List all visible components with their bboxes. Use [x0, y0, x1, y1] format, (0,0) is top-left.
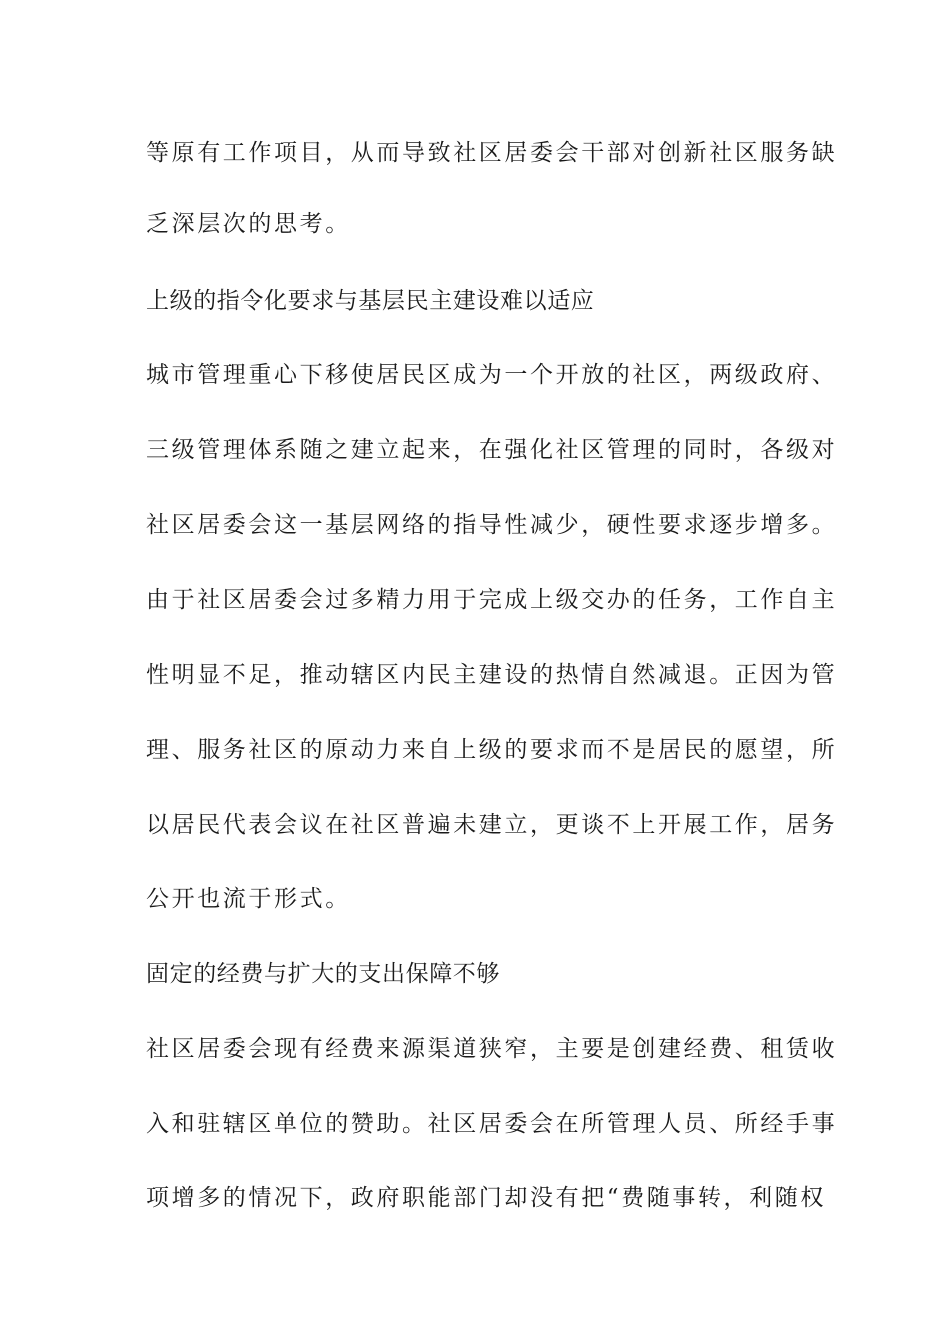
section-heading: 固定的经费与扩大的支出保障不够 — [146, 961, 500, 987]
section-heading: 上级的指令化要求与基层民主建设难以适应 — [146, 288, 595, 314]
body-text-line: 等原有工作项目，从而导致社区居委会干部对创新社区服务缺 — [146, 140, 838, 166]
body-text-line: 项增多的情况下，政府职能部门却没有把“费随事转，利随权 — [146, 1185, 826, 1211]
body-text-line: 社区居委会现有经费来源渠道狭窄，主要是创建经费、租赁收 — [146, 1036, 838, 1062]
body-text-line: 三级管理体系随之建立起来，在强化社区管理的同时，各级对 — [146, 437, 838, 463]
body-text-line: 公开也流于形式。 — [146, 886, 351, 912]
body-text-line: 以居民代表会议在社区普遍未建立，更谈不上开展工作，居务 — [146, 812, 838, 838]
body-text-line: 社区居委会这一基层网络的指导性减少，硬性要求逐步增多。 — [146, 512, 838, 538]
body-text-line: 理、服务社区的原动力来自上级的要求而不是居民的愿望，所 — [146, 737, 838, 763]
body-text-line: 乏深层次的思考。 — [146, 211, 351, 237]
body-text-line: 入和驻辖区单位的赞助。社区居委会在所管理人员、所经手事 — [146, 1111, 838, 1137]
body-text-line: 性明显不足，推动辖区内民主建设的热情自然减退。正因为管 — [146, 662, 838, 688]
body-text-line: 由于社区居委会过多精力用于完成上级交办的任务，工作自主 — [146, 587, 838, 613]
body-text-line: 城市管理重心下移使居民区成为一个开放的社区，两级政府、 — [146, 362, 838, 388]
